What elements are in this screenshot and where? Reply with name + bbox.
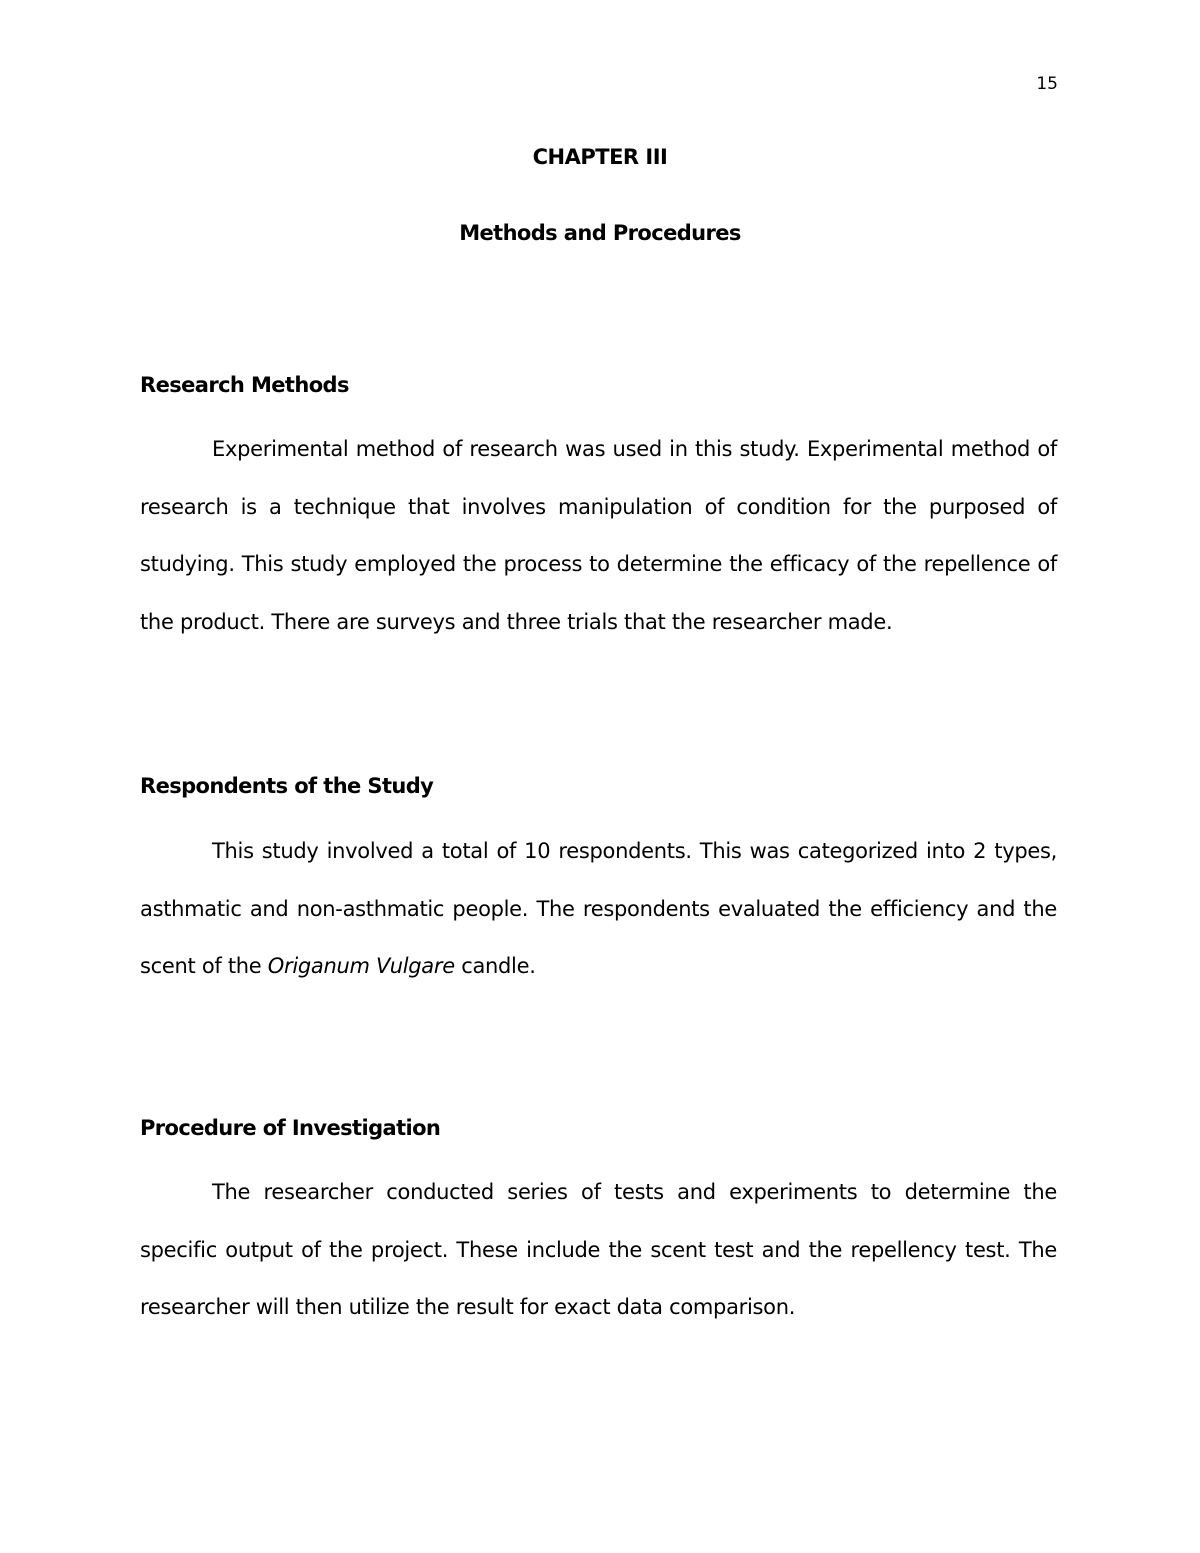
section-body-procedure: The researcher conducted series of tests and experiments to determine the specific output of the project. These include the scent test and the repellency test. The researcher will then utilize the result for exact data comparison. [140,1180,1057,1319]
section-body-research-methods: Experimental method of research was used in this study. Experimental method of research is a technique that involves manipulation of condition for the purposed of studying. This study employed the process to determine the efficacy of the repellence of the product. There are surveys and three trials that the researcher made. [140,437,1057,634]
respondents-text-end: candle. [454,954,536,978]
chapter-title: Methods and Procedures [459,221,741,245]
section-body-respondents [140,823,1057,996]
chapter-label: CHAPTER III [532,145,668,169]
species-name: Origanum Vulgare [267,954,455,978]
section-heading-procedure: Procedure of Investigation [140,1116,441,1140]
section-heading-research-methods: Research Methods [140,373,349,397]
section-heading-respondents: Respondents of the Study [140,774,434,798]
page-number: 15 [1036,74,1058,94]
respondents-text-start: This study involved a total of 10 respondents. This was categorized into 2 types, asthmatic and non-asthmatic people. The respondents evaluated the efficiency and the scent of the [140,839,1057,978]
